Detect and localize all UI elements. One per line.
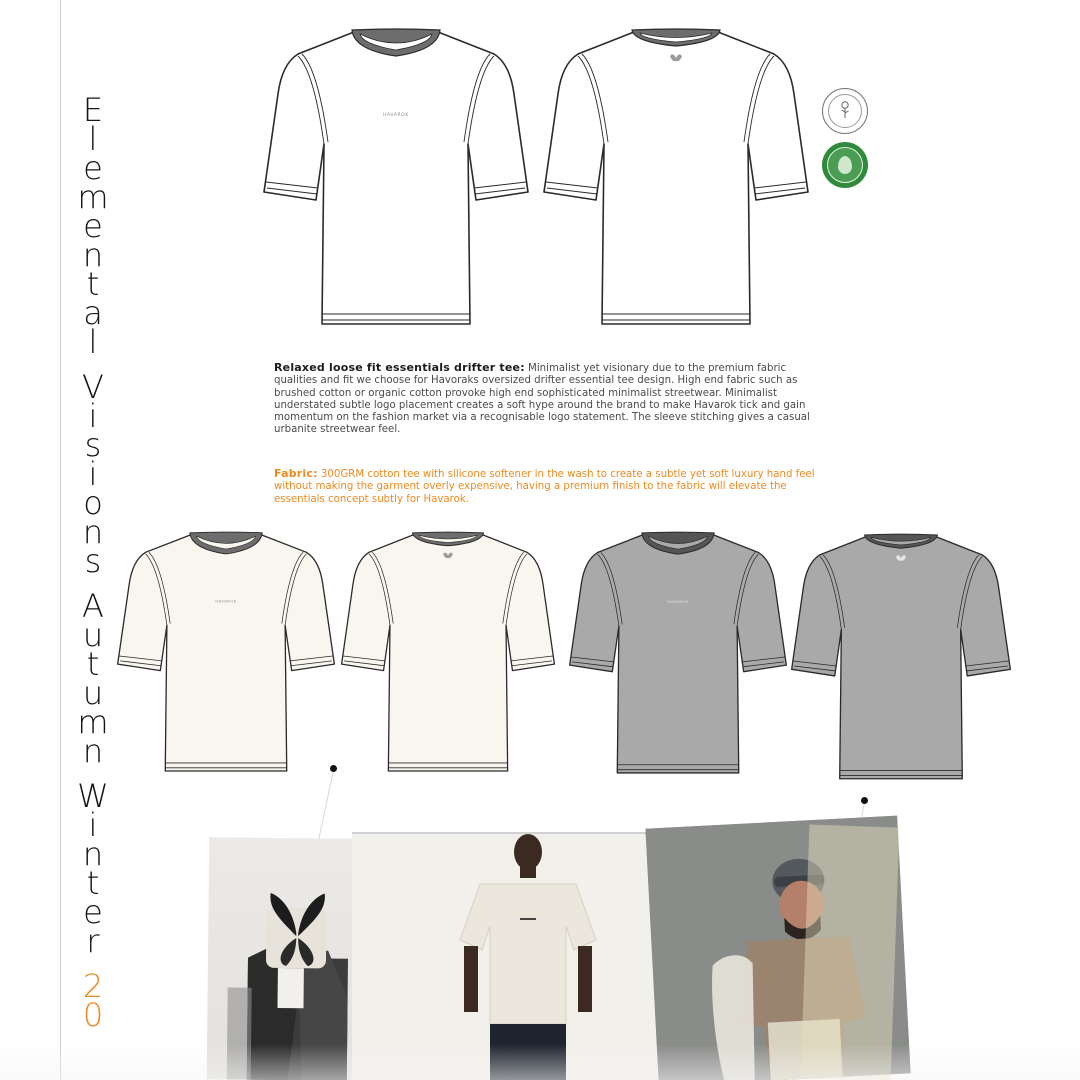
title-letter: t — [86, 645, 100, 683]
cotton-certification-icon — [822, 88, 868, 134]
title-letter: u — [82, 616, 104, 654]
tee-sketch-front-grey — [568, 528, 788, 786]
title-letter: t — [86, 265, 100, 303]
page-bottom-fade — [0, 1044, 1080, 1080]
title-letter: n — [82, 513, 104, 551]
title-letter: m — [77, 703, 109, 741]
pin-left — [330, 765, 337, 772]
title-word-visions — [70, 368, 116, 580]
title-letter: t — [86, 864, 100, 902]
tee-sketch-back-white — [542, 24, 810, 340]
product-description — [274, 362, 814, 437]
title-letter: s — [84, 542, 102, 580]
garment-logo-text: HAVAROK — [383, 113, 409, 118]
title-year-digit: 0 — [82, 996, 104, 1034]
fabric-body: 300GRM cotton tee with silicone softener in the wash to create a subtle yet soft luxury hand feel without making the garment overly expensive, having a premium finish to the fabric will elevate the essentials concept subtly for Havarok. — [274, 469, 815, 505]
pin-right — [861, 797, 868, 804]
title-letter: n — [82, 835, 104, 873]
title-letter: m — [77, 178, 109, 216]
organic-certification-icon — [822, 142, 868, 188]
title-letter: i — [88, 806, 98, 844]
title-letter: s — [84, 426, 102, 464]
title-letter: e — [83, 149, 103, 187]
title-letter: i — [88, 455, 98, 493]
title-letter: u — [82, 674, 104, 712]
title-year — [70, 967, 116, 1034]
tee-sketch-back-ecru — [340, 528, 556, 784]
title-letter: A — [82, 587, 104, 625]
tee-sketch-front-ecru — [116, 528, 336, 784]
moodboard-tape-overlay — [801, 825, 900, 1080]
tee-sketch-front-white — [262, 24, 530, 340]
title-letter: E — [82, 91, 104, 129]
title-letter: W — [77, 777, 109, 815]
garment-logo-text: HAVAROK — [215, 599, 237, 604]
page-edge-rule — [60, 0, 61, 1080]
description-lead: Relaxed loose fit essentials drifter tee: — [274, 361, 525, 374]
title-letter: n — [82, 236, 104, 274]
title-year-digit: 2 — [82, 967, 104, 1005]
description-body: Minimalist yet visionary due to the premium fabric qualities and fit we choose for Havoraks oversized drifter essential tee design. High end fabric such as brushed cotton or organic cotton provoke high end sophisticated minimalist streetwear. Minimalist understated subtle logo placement creates a soft hype around the brand to make Havarok tick and gain momentum on the fashion market via a recognisable logo statement. The sleeve stitching gives a casual urbanite streetwear feel. — [274, 363, 810, 436]
title-word-autumn — [70, 587, 116, 770]
title-letter: l — [88, 120, 98, 158]
garment-logo-text: HAVAROK — [667, 600, 689, 605]
vertical-collection-title — [70, 91, 116, 1034]
title-letter: e — [83, 893, 103, 931]
title-letter: l — [88, 323, 98, 361]
moodboard-photo-model-in-tee — [352, 832, 690, 1080]
title-word-winter — [70, 777, 116, 960]
fabric-lead: Fabric: — [274, 467, 318, 480]
title-letter: V — [82, 368, 104, 406]
title-letter: a — [83, 294, 103, 332]
title-letter: n — [82, 732, 104, 770]
title-word-elemental — [70, 91, 116, 361]
title-letter: e — [83, 207, 103, 245]
title-letter: i — [88, 397, 98, 435]
title-letter: o — [83, 484, 103, 522]
tee-sketch-back-grey — [790, 530, 1012, 792]
title-letter: r — [86, 922, 100, 960]
fabric-description — [274, 468, 819, 506]
